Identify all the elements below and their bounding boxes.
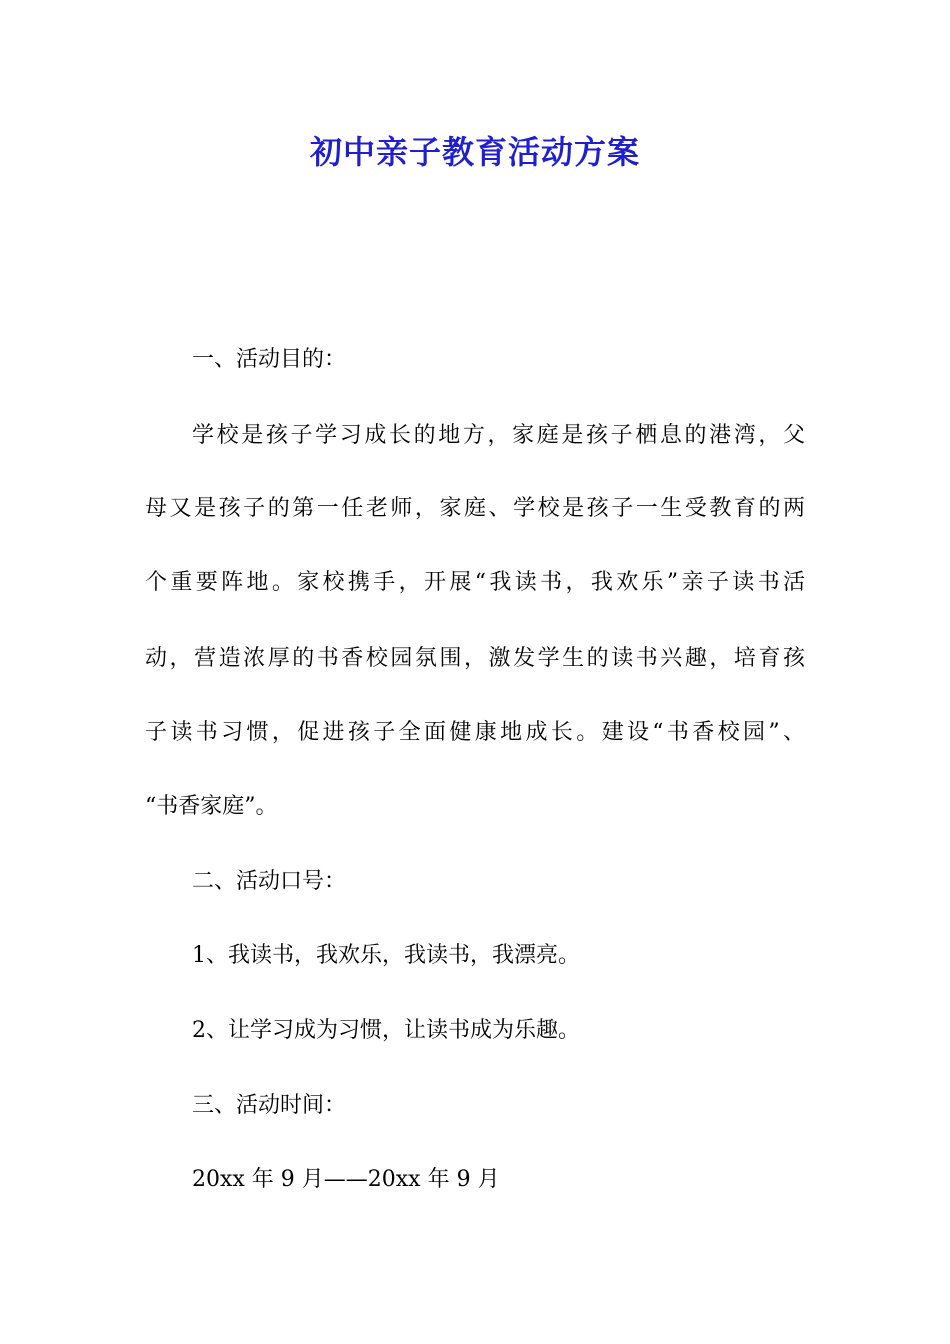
section-heading-time: 三、活动时间：	[192, 1093, 347, 1118]
paragraph-line: 动，营造浓厚的书香校园氛围，激发学生的读书兴趣，培育孩	[145, 646, 805, 671]
document-body	[145, 0, 805, 1344]
section-heading-slogan: 二、活动口号：	[192, 869, 347, 894]
slogan-item-2: 2、让学习成为习惯，让读书成为乐趣。	[192, 1018, 580, 1043]
paragraph-line: 母又是孩子的第一任老师，家庭、学校是孩子一生受教育的两	[145, 496, 805, 521]
paragraph-line: 子读书习惯，促进孩子全面健康地成长。建设“书香校园”、	[145, 720, 805, 745]
paragraph-line: 学校是孩子学习成长的地方，家庭是孩子栖息的港湾，父	[192, 423, 805, 448]
slogan-item-1: 1、我读书，我欢乐，我读书，我漂亮。	[192, 943, 580, 968]
paragraph-line: “书香家庭”。	[145, 794, 278, 819]
paragraph-line: 个重要阵地。家校携手，开展“我读书，我欢乐”亲子读书活	[145, 570, 805, 595]
activity-time-value: 20xx 年 9 月——20xx 年 9 月	[192, 1167, 500, 1192]
document-title: 初中亲子教育活动方案	[309, 133, 640, 171]
section-heading-purpose: 一、活动目的：	[192, 347, 347, 372]
